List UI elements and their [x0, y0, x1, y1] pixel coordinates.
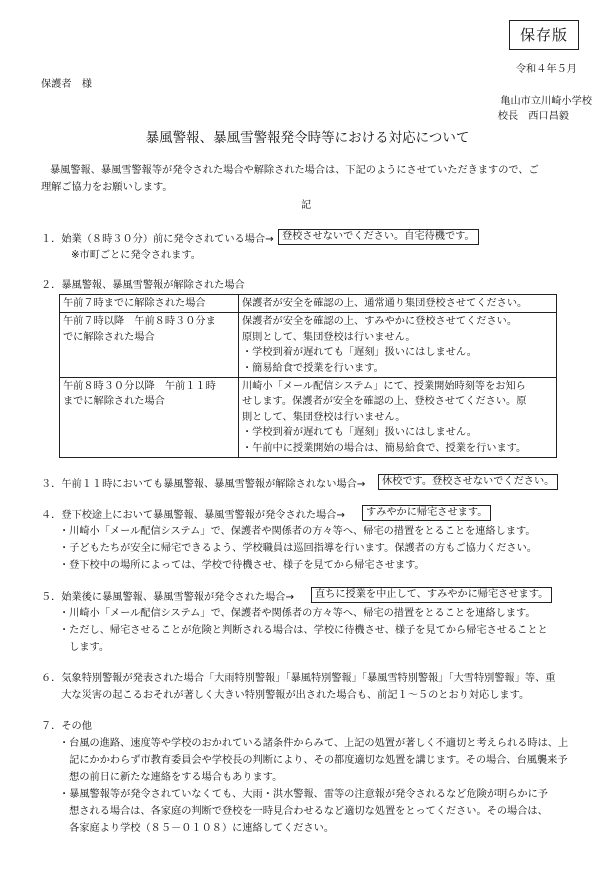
section-7-line: ・台風の進路、速度等や学校のおかれている諸条件からみて、上記の処置が著しく不適切と考えられる時は、上	[59, 738, 569, 749]
intro-line-2: 理解ご協力をお願いします。	[41, 182, 173, 193]
section-4-item: ・登下校中の場所によっては、学校で待機させ、様子を見てから帰宅させます。	[59, 560, 425, 571]
section-6-line: ６．気象特別警報が発表された場合「大雨特別警報」「暴風特別警報」「暴風雪特別警報」「大雪特別警報」等、重	[41, 673, 556, 684]
addressee: 保護者 様	[41, 79, 92, 90]
section-4-text: ４．登下校途上において暴風警報、暴風雪警報が発令された場合→	[41, 510, 345, 521]
table-cell-when: 午前７時以降 午前８時３０分ま でに解除された場合	[60, 313, 239, 378]
table-cell-what: 保護者が安全を確認の上、すみやかに登校させてください。 原則として、集団登校は行いません。 ・学校到着が遅れても「遅刻」扱いにはしません。 ・簡易給食で授業を行います。	[239, 313, 557, 378]
table-cell-when: 午前７時までに解除された場合	[60, 295, 239, 313]
section-4-box: すみやかに帰宅させます。	[362, 505, 491, 521]
section-1-note: ※市町ごとに発令されます。	[71, 250, 201, 261]
section-7-line: 想される場合は、各家庭の判断で登校を一時見合わせるなど適切な処置をとってください。その場合は、	[59, 806, 548, 817]
section-1-text: １．始業（８時３０分）前に発令されている場合→	[41, 234, 274, 245]
table-row	[60, 313, 557, 378]
section-3-text: ３．午前１１時においても暴風警報、暴風雪警報が解除されない場合→	[41, 479, 366, 490]
section-4-item: ・川崎小「メール配信システム」で、保護者や関係者の方々等へ、帰宅の措置をとることを連絡します。	[59, 526, 536, 537]
section-5-text: ５．始業後に暴風警報、暴風雪警報が発令された場合→	[41, 592, 295, 603]
section-7-line: 記にかかわらず市教育委員会や学校長の判断により、その都度適切な処置を講じます。その場合、台風襲来予	[59, 755, 568, 766]
principal-name: 校長 西口昌毅	[497, 111, 569, 122]
table-cell-what: 保護者が安全を確認の上、通常通り集団登校させてください。	[239, 295, 557, 313]
section-1-box: 登校させないでください。自宅待機です。	[278, 229, 479, 245]
section-5-item: します。	[59, 642, 110, 653]
release-time-table	[59, 294, 557, 458]
table-cell-what: 川崎小「メール配信システム」にて、授業開始時刻等をお知ら せします。保護者が安全を確認の上、登校させてください。原 則として、集団登校は行いません。 ・学校到着が遅れても「遅刻」扱いにはしません。 ・午前中に授業開始の場合は、簡易給食で、授業を行います。	[239, 378, 557, 458]
document-title: 暴風警報、暴風雪警報発令時等における対応について	[145, 130, 470, 146]
section-4-item: ・子どもたちが安全に帰宅できるよう、学校職員は巡回指導を行います。保護者の方もご協力ください。	[59, 543, 537, 554]
section-7-line: 各家庭より学校（８５－０１０８）に連絡してください。	[59, 823, 335, 834]
table-cell-when: 午前８時３０分以降 午前１１時 までに解除された場合	[60, 378, 239, 458]
section-2-heading: ２．暴風警報、暴風雪警報が解除された場合	[41, 280, 245, 291]
ki-mark: 記	[301, 200, 312, 211]
section-6-line: 大な災害の起こるおそれが著しく大きい特別警報が出された場合も、前記１～５のとおり対応します。	[41, 690, 530, 701]
archive-stamp: 保存版	[509, 20, 579, 50]
section-5-item: ・ただし、帰宅させることが危険と判断される場合は、学校に待機させ、様子を見てから帰宅させることと	[59, 625, 548, 636]
section-5-box: 直ちに授業を中止して、すみやかに帰宅させます。	[311, 587, 552, 603]
section-3-box: 休校です。登校させないでください。	[378, 474, 558, 490]
section-7-heading: ７．その他	[41, 721, 92, 732]
intro-line-1: 暴風警報、暴風雪警報等が発令された場合や解除された場合は、下記のようにさせていただきますので、ご	[50, 165, 539, 176]
section-7-line: ・暴風警報等が発令されていなくても、大雨・洪水警報、雷等の注意報が発令されるなど危険が明らかに予	[59, 789, 548, 800]
section-5-item: ・川崎小「メール配信システム」で、保護者や関係者の方々等へ、帰宅の措置をとることを連絡します。	[59, 608, 536, 619]
section-7-line: 想の前日に新たな連絡をする場合もあります。	[59, 772, 283, 783]
table-row	[60, 378, 557, 458]
school-name: 亀山市立川崎小学校	[500, 96, 592, 107]
issue-date: 令和４年５月	[515, 64, 577, 75]
table-row	[60, 295, 557, 313]
